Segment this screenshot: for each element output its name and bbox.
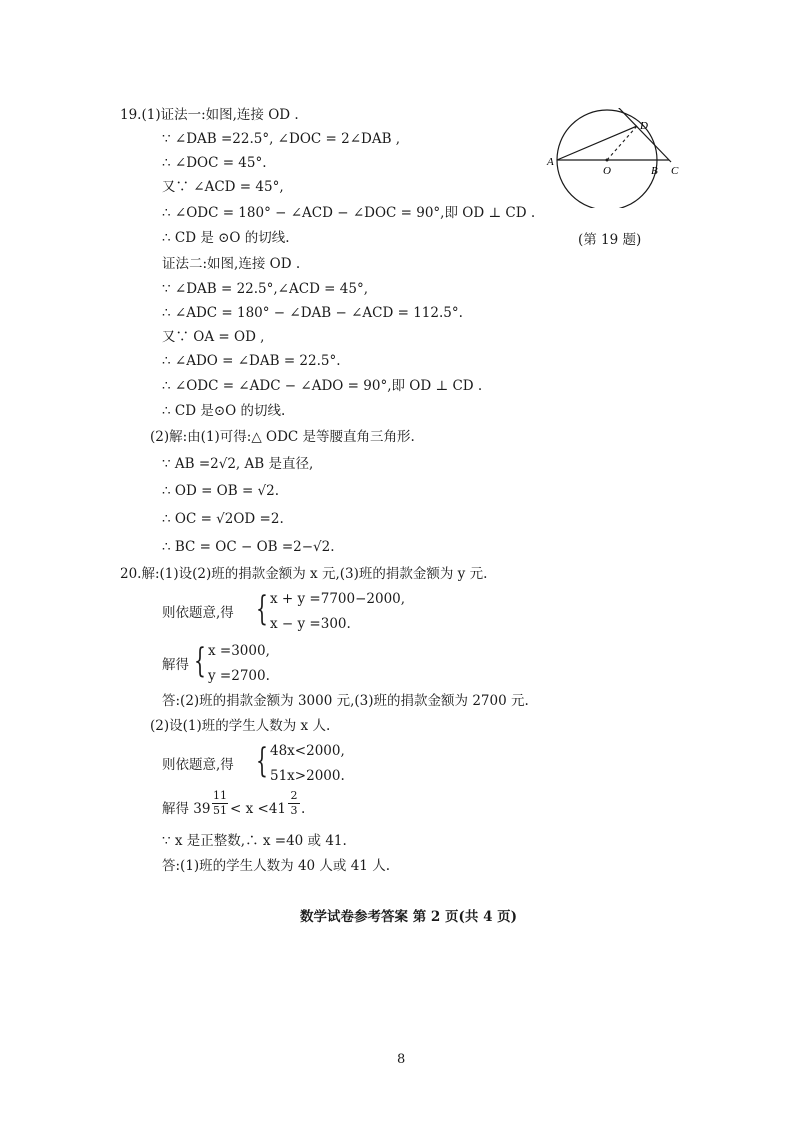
q20-solution-end: . (301, 801, 306, 817)
label-a: A (547, 156, 554, 168)
q19-line-12: ∴ ∠ODC = ∠ADC − ∠ADO = 90°,即 OD ⊥ CD . (162, 378, 483, 394)
fraction-1-numerator: 11 (213, 789, 227, 802)
q19-line-17: ∴ OC = √2OD =2. (162, 511, 284, 527)
page-footer: 数学试卷参考答案 第 2 页(共 4 页) (300, 909, 518, 925)
label-b: B (651, 165, 658, 177)
q19-line-2: ∵ ∠DAB =22.5°, ∠DOC = 2∠DAB , (162, 131, 401, 147)
label-d: D (640, 120, 648, 132)
q20-integer-line: ∵ x 是正整数,∴ x =40 或 41. (162, 833, 347, 849)
q19-line-15: ∵ AB =2√2, AB 是直径, (162, 456, 314, 472)
q20-system1-prefix: 则依题意,得 (162, 605, 234, 621)
q19-line-1: 19.(1)证法一:如图,连接 OD . (120, 107, 299, 123)
q20-system1-eq1: x + y =7700−2000, (270, 591, 406, 607)
q20-answer-2: 答:(1)班的学生人数为 40 人或 41 人. (162, 858, 390, 874)
page-number: 8 (397, 1052, 406, 1067)
q19-line-16: ∴ OD = OB = √2. (162, 483, 280, 499)
line-ad (557, 126, 637, 160)
figure-caption: (第 19 题) (578, 232, 642, 248)
label-c: C (671, 165, 679, 177)
q20-line-1: 20.解:(1)设(2)班的捐款金额为 x 元,(3)班的捐款金额为 y 元. (120, 566, 488, 582)
label-o: O (603, 165, 611, 177)
fraction-2-numerator: 2 (290, 789, 298, 802)
q20-answer-1: 答:(2)班的捐款金额为 3000 元,(3)班的捐款金额为 2700 元. (162, 693, 529, 709)
line-tangent-cd (617, 108, 671, 162)
q19-line-3: ∴ ∠DOC = 45°. (162, 155, 267, 171)
q19-line-13: ∴ CD 是⊙O 的切线. (162, 403, 286, 419)
q19-line-7: 证法二:如图,连接 OD . (162, 256, 301, 272)
fraction-1-denominator: 51 (213, 804, 227, 817)
q19-line-4: 又∵ ∠ACD = 45°, (162, 179, 284, 195)
q20-system3-prefix: 则依题意,得 (162, 757, 234, 773)
brace-icon: { (256, 589, 268, 629)
q19-line-8: ∵ ∠DAB = 22.5°,∠ACD = 45°, (162, 281, 369, 297)
line-od-dashed (607, 126, 637, 160)
q19-line-6: ∴ CD 是 ⊙O 的切线. (162, 230, 290, 246)
q20-system2-eq1: x =3000, (208, 643, 270, 659)
q20-part-2: (2)设(1)班的学生人数为 x 人. (150, 718, 331, 734)
q20-solution-middle: < x <41 (230, 801, 286, 817)
q19-line-5: ∴ ∠ODC = 180° − ∠ACD − ∠DOC = 90°,即 OD ⊥ CD . (162, 205, 536, 221)
brace-icon: { (256, 741, 268, 781)
q20-solution-prefix: 解得 39 (162, 801, 211, 817)
fraction-2-denominator: 3 (290, 804, 298, 817)
q20-system2-prefix: 解得 (162, 657, 189, 673)
q19-line-9: ∴ ∠ADC = 180° − ∠DAB − ∠ACD = 112.5°. (162, 305, 463, 321)
q20-system2-eq2: y =2700. (208, 668, 270, 684)
q19-line-18: ∴ BC = OC − OB =2−√2. (162, 539, 335, 555)
point-o (606, 159, 609, 162)
q20-system3-eq2: 51x>2000. (270, 768, 345, 784)
q19-line-11: ∴ ∠ADO = ∠DAB = 22.5°. (162, 353, 341, 369)
q20-system3-eq1: 48x<2000, (270, 743, 345, 759)
brace-icon: { (194, 641, 206, 681)
q19-line-10: 又∵ OA = OD , (162, 329, 265, 345)
q19-geometry-figure (545, 108, 695, 208)
q20-system1-eq2: x − y =300. (270, 616, 351, 632)
q19-line-14: (2)解:由(1)可得:△ ODC 是等腰直角三角形. (150, 429, 415, 445)
